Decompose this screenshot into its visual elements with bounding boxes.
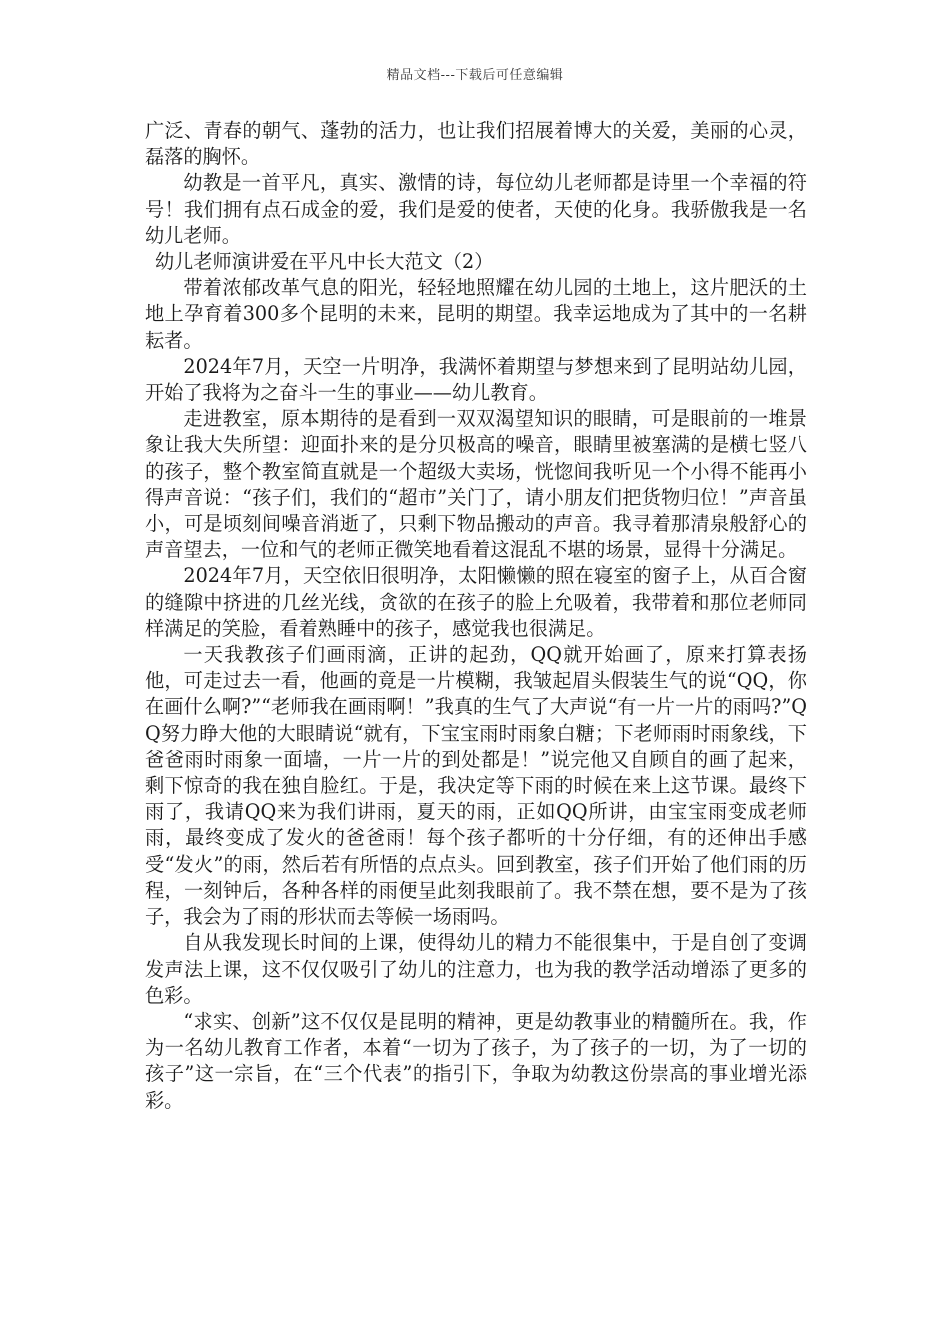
paragraph: 带着浓郁改革气息的阳光，轻轻地照耀在幼儿园的土地上，这片肥沃的土地上孕育着300多个昆明的未来，昆明的期望。我幸运地成为了其中的一名耕耘者。 [145,276,807,352]
section-title: 幼儿老师演讲爱在平凡中长大范文（2） [155,250,494,274]
paragraph: 一天我教孩子们画雨滴，正讲的起劲，QQ就开始画了，原来打算表扬他，可走过去一看，他画的竟是一片模糊，我皱起眉头假装生气的说“QQ，你在画什么啊?”“老师我在画雨啊！”我真的生气了大声说“有一片一片的雨吗?”QQ努力睁大他的大眼睛说“就有，下宝宝雨时雨象白糖；下老师雨时雨象线，下爸爸雨时雨象一面墙，一片一片的到处都是！”说完他又自顾自的画了起来，剩下惊奇的我在独自脸红。于是，我决定等下雨的时候在来上这节课。最终下雨了，我请QQ来为我们讲雨，夏天的雨，正如QQ所讲，由宝宝雨变成老师雨，最终变成了发火的爸爸雨！每个孩子都听的十分仔细，有的还伸出手感受“发火”的雨，然后若有所悟的点点头。回到教室，孩子们开始了他们雨的历程，一刻钟后，各种各样的雨便呈此刻我眼前了。我不禁在想，要不是为了孩子，我会为了雨的形状而去等候一场雨吗。 [145,643,807,929]
document-body [145,118,807,1114]
page-header: 精品文档---下载后可任意编辑 [386,68,564,83]
paragraph: “求实、创新”这不仅仅是昆明的精神，更是幼教事业的精髓所在。我，作为一名幼儿教育工作者，本着“一切为了孩子，为了孩子的一切，为了一切的孩子”这一宗旨，在“三个代表”的指引下，争取为幼教这份崇高的事业增光添彩。 [145,1009,807,1112]
paragraph: 走进教室，原本期待的是看到一双双渴望知识的眼睛，可是眼前的一堆景象让我大失所望：迎面扑来的是分贝极高的噪音，眼睛里被塞满的是横七竖八的孩子，整个教室简直就是一个超级大卖场，恍惚间我听见一个小得不能再小得声音说：“孩子们，我们的“超市”关门了，请小朋友们把货物归位！”声音虽小，可是顷刻间噪音消逝了，只剩下物品搬动的声音。我寻着那清泉般舒心的声音望去，一位和气的老师正微笑地看着这混乱不堪的场景，显得十分满足。 [145,407,807,562]
paragraph: 自从我发现长时间的上课，使得幼儿的精力不能很集中，于是自创了变调发声法上课，这不仅仅吸引了幼儿的注意力，也为我的教学活动增添了更多的色彩。 [145,931,807,1007]
paragraph: 2024年7月，天空一片明净，我满怀着期望与梦想来到了昆明站幼儿园，开始了我将为之奋斗一生的事业——幼儿教育。 [145,354,807,405]
paragraph: 幼教是一首平凡，真实、激情的诗，每位幼儿老师都是诗里一个幸福的符号！我们拥有点石成金的爱，我们是爱的使者，天使的化身。我骄傲我是一名幼儿老师。 [145,171,807,247]
paragraph: 2024年7月，天空依旧很明净，太阳懒懒的照在寝室的窗子上，从百合窗的缝隙中挤进的几丝光线，贪欲的在孩子的脸上允吸着，我带着和那位老师同样满足的笑脸，看着熟睡中的孩子，感觉我也很满足。 [145,564,807,640]
paragraph: 广泛、青春的朝气、蓬勃的活力，也让我们招展着博大的关爱，美丽的心灵，磊落的胸怀。 [145,119,807,169]
